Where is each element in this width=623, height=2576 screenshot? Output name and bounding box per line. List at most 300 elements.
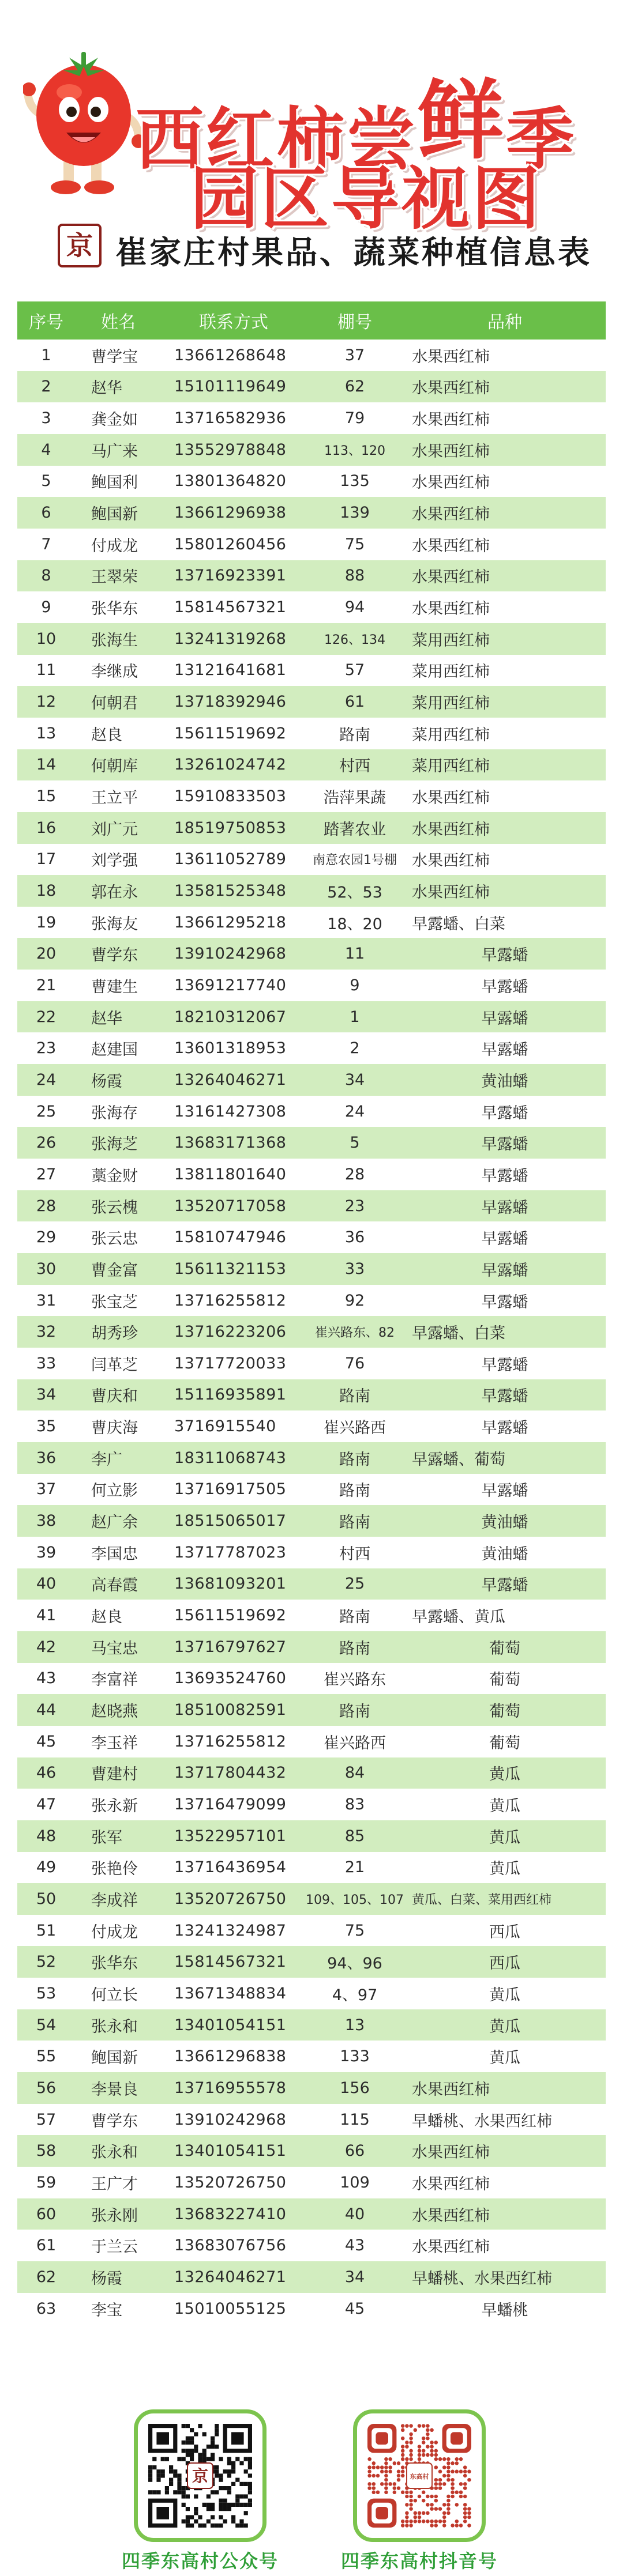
cell-index: 52 <box>17 1946 75 1978</box>
table-row <box>17 2072 606 2104</box>
cell-phone: 13801364820 <box>162 466 306 497</box>
cell-index: 4 <box>17 434 75 466</box>
cell-phone: 15910833503 <box>162 780 306 812</box>
cell-index: 11 <box>17 655 75 687</box>
cell-name: 曹学东 <box>75 938 162 970</box>
cell-variety: 早露蟠 <box>404 1379 606 1411</box>
table-row <box>17 686 606 718</box>
table-row <box>17 466 606 497</box>
cell-name: 于兰云 <box>75 2230 162 2261</box>
cell-shed: 路南 <box>306 1600 404 1631</box>
cell-variety: 早蟠桃、水果西红柿 <box>404 2261 606 2293</box>
cell-variety: 水果西红柿 <box>404 2072 606 2104</box>
table-row <box>17 1096 606 1127</box>
cell-variety: 黄瓜、白菜、菜用西红柿 <box>404 1883 606 1915</box>
table-row <box>17 1032 606 1064</box>
table-row <box>17 844 606 876</box>
cell-phone: 13611052789 <box>162 844 306 876</box>
cell-index: 43 <box>17 1663 75 1695</box>
cell-shed: 115 <box>306 2104 404 2136</box>
table-row <box>17 938 606 970</box>
table-row <box>17 2041 606 2072</box>
table-row <box>17 780 606 812</box>
cell-index: 18 <box>17 875 75 907</box>
cell-index: 47 <box>17 1789 75 1820</box>
cell-shed: 村西 <box>306 1537 404 1568</box>
cell-variety: 早露蟠 <box>404 1568 606 1600</box>
table-row <box>17 1600 606 1631</box>
cell-index: 8 <box>17 560 75 592</box>
cell-phone: 15810747946 <box>162 1221 306 1253</box>
cell-index: 9 <box>17 591 75 623</box>
cell-variety: 葡萄 <box>404 1663 606 1695</box>
table-row <box>17 1820 606 1852</box>
svg-text:东高村: 东高村 <box>410 2473 429 2480</box>
cell-variety: 菜用西红柿 <box>404 749 606 781</box>
table-row <box>17 1474 606 1506</box>
cell-phone: 13520726750 <box>162 2167 306 2198</box>
cell-phone: 13661296838 <box>162 2041 306 2072</box>
cell-index: 13 <box>17 718 75 749</box>
cell-phone: 13717787023 <box>162 1537 306 1568</box>
cell-shed: 57 <box>306 655 404 687</box>
cell-name: 张海友 <box>75 907 162 938</box>
cell-shed: 45 <box>306 2293 404 2325</box>
cell-variety: 黄瓜 <box>404 1820 606 1852</box>
cell-index: 23 <box>17 1032 75 1064</box>
cell-phone: 13716917505 <box>162 1474 306 1506</box>
cell-name: 曹学宝 <box>75 340 162 371</box>
cell-phone: 13683227410 <box>162 2198 306 2230</box>
cell-index: 30 <box>17 1253 75 1285</box>
cell-phone: 15814567321 <box>162 591 306 623</box>
cell-name: 赵华 <box>75 371 162 403</box>
cell-name: 曹学东 <box>75 2104 162 2136</box>
cell-name: 曹建村 <box>75 1757 162 1789</box>
cell-shed: 135 <box>306 466 404 497</box>
cell-phone: 13681093201 <box>162 1568 306 1600</box>
village-logo <box>58 224 102 267</box>
cell-variety: 水果西红柿 <box>404 529 606 560</box>
cell-index: 7 <box>17 529 75 560</box>
cell-name: 何朝君 <box>75 686 162 718</box>
cell-shed: 34 <box>306 1064 404 1096</box>
cell-name: 何立长 <box>75 1978 162 2009</box>
cell-variety: 水果西红柿 <box>404 466 606 497</box>
cell-shed: 路南 <box>306 1442 404 1474</box>
cell-name: 曹金富 <box>75 1253 162 1285</box>
cell-name: 付成龙 <box>75 529 162 560</box>
cell-shed: 崔兴路东、82 <box>306 1316 404 1348</box>
cell-variety: 早露蟠 <box>404 1127 606 1159</box>
cell-name: 杨霞 <box>75 1064 162 1096</box>
cell-variety: 水果西红柿 <box>404 434 606 466</box>
cell-shed: 75 <box>306 1915 404 1947</box>
cell-phone: 15611519692 <box>162 718 306 749</box>
table-row <box>17 970 606 1001</box>
cell-name: 付成龙 <box>75 1915 162 1947</box>
cell-shed: 76 <box>306 1348 404 1379</box>
cell-shed: 79 <box>306 402 404 434</box>
cell-variety: 早露蟠 <box>404 1474 606 1506</box>
cell-phone: 13520717058 <box>162 1190 306 1222</box>
cell-shed: 33 <box>306 1253 404 1285</box>
cell-variety: 黄瓜 <box>404 1852 606 1884</box>
cell-shed: 21 <box>306 1852 404 1884</box>
cell-shed: 62 <box>306 371 404 403</box>
cell-phone: 13264046271 <box>162 1064 306 1096</box>
cell-name: 张永新 <box>75 1789 162 1820</box>
cell-name: 刘广元 <box>75 812 162 844</box>
column-header-variety: 品种 <box>404 301 606 340</box>
cell-shed: 5 <box>306 1127 404 1159</box>
cell-shed: 109、105、107 <box>306 1883 404 1915</box>
cell-phone: 13716923391 <box>162 560 306 592</box>
cell-phone: 13716436954 <box>162 1852 306 1884</box>
cell-shed: 25 <box>306 1568 404 1600</box>
qr-code-icon <box>148 2424 252 2528</box>
cell-index: 61 <box>17 2230 75 2261</box>
cell-name: 鲍国新 <box>75 2041 162 2072</box>
table-row <box>17 907 606 938</box>
cell-variety: 菜用西红柿 <box>404 718 606 749</box>
cell-index: 55 <box>17 2041 75 2072</box>
cell-shed: 浩萍果蔬 <box>306 780 404 812</box>
cell-shed: 2 <box>306 1032 404 1064</box>
table-row <box>17 1789 606 1820</box>
cell-index: 20 <box>17 938 75 970</box>
cell-index: 37 <box>17 1474 75 1506</box>
page-subtitle: 崔家庄村果品、蔬菜种植信息表 <box>115 234 592 271</box>
cell-name: 李富祥 <box>75 1663 162 1695</box>
douyin-qr-label: 四季东高村抖音号 <box>340 2550 498 2572</box>
cell-name: 鲍国利 <box>75 466 162 497</box>
cell-variety: 葡萄 <box>404 1631 606 1663</box>
cell-shed: 133 <box>306 2041 404 2072</box>
column-header-index: 序号 <box>17 301 75 340</box>
cell-index: 34 <box>17 1379 75 1411</box>
table-row <box>17 2104 606 2136</box>
table-row <box>17 1064 606 1096</box>
douyin-qr-code[interactable] <box>353 2409 486 2542</box>
wechat-qr-label: 四季东高村公众号 <box>121 2550 279 2572</box>
cell-index: 2 <box>17 371 75 403</box>
cell-shed: 40 <box>306 2198 404 2230</box>
cell-variety: 早露蟠、白菜 <box>404 1316 606 1348</box>
cell-variety: 水果西红柿 <box>404 560 606 592</box>
wechat-qr-code[interactable] <box>134 2409 267 2542</box>
cell-shed: 崔兴路西 <box>306 1726 404 1757</box>
cell-variety: 菜用西红柿 <box>404 623 606 655</box>
cell-phone: 15010055125 <box>162 2293 306 2325</box>
cell-shed: 94、96 <box>306 1946 404 1978</box>
cell-name: 赵华 <box>75 1001 162 1033</box>
cell-index: 15 <box>17 780 75 812</box>
cell-phone: 13661296938 <box>162 497 306 529</box>
cell-index: 62 <box>17 2261 75 2293</box>
cell-name: 张宝芝 <box>75 1285 162 1317</box>
cell-index: 40 <box>17 1568 75 1600</box>
cell-index: 22 <box>17 1001 75 1033</box>
cell-index: 12 <box>17 686 75 718</box>
table-row <box>17 1852 606 1884</box>
cell-shed: 28 <box>306 1159 404 1190</box>
cell-name: 曹庆和 <box>75 1379 162 1411</box>
cell-phone: 13241324987 <box>162 1915 306 1947</box>
cell-variety: 黄油蟠 <box>404 1064 606 1096</box>
cell-index: 51 <box>17 1915 75 1947</box>
cell-shed: 南意农园1号棚 <box>306 844 404 876</box>
cell-variety: 黄瓜 <box>404 1978 606 2009</box>
cell-index: 39 <box>17 1537 75 1568</box>
cell-phone: 13716797627 <box>162 1631 306 1663</box>
cell-name: 李景良 <box>75 2072 162 2104</box>
cell-phone: 15611321153 <box>162 1253 306 1285</box>
cell-index: 53 <box>17 1978 75 2009</box>
cell-phone: 13401054151 <box>162 2009 306 2041</box>
cell-name: 龚金如 <box>75 402 162 434</box>
cell-phone: 15101119649 <box>162 371 306 403</box>
cell-index: 29 <box>17 1221 75 1253</box>
cell-name: 张云槐 <box>75 1190 162 1222</box>
cell-variety: 水果西红柿 <box>404 812 606 844</box>
cell-phone: 13683076756 <box>162 2230 306 2261</box>
subtitle-bar <box>58 224 606 270</box>
cell-index: 58 <box>17 2135 75 2167</box>
cell-variety: 黄瓜 <box>404 1789 606 1820</box>
table-row <box>17 560 606 592</box>
cell-variety: 水果西红柿 <box>404 2135 606 2167</box>
cell-index: 6 <box>17 497 75 529</box>
cell-variety: 早露蟠 <box>404 970 606 1001</box>
cell-phone: 13716955578 <box>162 2072 306 2104</box>
cell-shed: 85 <box>306 1820 404 1852</box>
cell-index: 3 <box>17 402 75 434</box>
cell-phone: 13241319268 <box>162 623 306 655</box>
cell-phone: 13693524760 <box>162 1663 306 1695</box>
table-row <box>17 340 606 371</box>
cell-name: 李国忠 <box>75 1537 162 1568</box>
cell-name: 张军 <box>75 1820 162 1852</box>
cell-variety: 早露蟠 <box>404 1253 606 1285</box>
cell-variety: 早露蟠 <box>404 1032 606 1064</box>
cell-shed: 9 <box>306 970 404 1001</box>
cell-variety: 黄瓜 <box>404 1757 606 1789</box>
cell-variety: 水果西红柿 <box>404 497 606 529</box>
cell-variety: 西瓜 <box>404 1915 606 1947</box>
cell-shed: 24 <box>306 1096 404 1127</box>
table-row <box>17 1253 606 1285</box>
cell-shed: 109 <box>306 2167 404 2198</box>
cell-phone: 13261024742 <box>162 749 306 781</box>
cell-shed: 路南 <box>306 1694 404 1726</box>
table-row <box>17 623 606 655</box>
qr-code-icon <box>367 2424 471 2528</box>
cell-phone: 13716479099 <box>162 1789 306 1820</box>
planting-info-table <box>17 301 606 2324</box>
cell-name: 张海存 <box>75 1096 162 1127</box>
table-row <box>17 1001 606 1033</box>
cell-index: 32 <box>17 1316 75 1348</box>
cell-phone: 18515065017 <box>162 1505 306 1537</box>
cell-shed: 路南 <box>306 1379 404 1411</box>
cell-variety: 葡萄 <box>404 1726 606 1757</box>
cell-index: 56 <box>17 2072 75 2104</box>
cell-index: 26 <box>17 1127 75 1159</box>
cell-name: 张艳伶 <box>75 1852 162 1884</box>
cell-name: 王立平 <box>75 780 162 812</box>
table-row <box>17 434 606 466</box>
table-row <box>17 371 606 403</box>
cell-index: 49 <box>17 1852 75 1884</box>
cell-index: 33 <box>17 1348 75 1379</box>
cell-name: 李宝 <box>75 2293 162 2325</box>
svg-text:京: 京 <box>192 2466 209 2486</box>
table-row <box>17 2293 606 2325</box>
cell-variety: 水果西红柿 <box>404 875 606 907</box>
cell-variety: 水果西红柿 <box>404 844 606 876</box>
cell-variety: 早露蟠 <box>404 1410 606 1442</box>
table-row <box>17 497 606 529</box>
cell-variety: 葡萄 <box>404 1694 606 1726</box>
cell-shed: 43 <box>306 2230 404 2261</box>
cell-variety: 西瓜 <box>404 1946 606 1978</box>
cell-phone: 13671348834 <box>162 1978 306 2009</box>
cell-phone: 13910242968 <box>162 2104 306 2136</box>
cell-variety: 黄油蟠 <box>404 1505 606 1537</box>
cell-shed: 84 <box>306 1757 404 1789</box>
cell-phone: 15116935891 <box>162 1379 306 1411</box>
cell-phone: 18311068743 <box>162 1442 306 1474</box>
cell-phone: 13716255812 <box>162 1285 306 1317</box>
cell-variety: 早露蟠、黄瓜 <box>404 1600 606 1631</box>
cell-shed: 156 <box>306 2072 404 2104</box>
table-row <box>17 1221 606 1253</box>
cell-shed: 路南 <box>306 1505 404 1537</box>
cell-variety: 早露蟠 <box>404 1001 606 1033</box>
table-row <box>17 718 606 749</box>
cell-phone: 13401054151 <box>162 2135 306 2167</box>
cell-name: 赵晓燕 <box>75 1694 162 1726</box>
cell-name: 张华东 <box>75 591 162 623</box>
cell-phone: 13718392946 <box>162 686 306 718</box>
cell-shed: 88 <box>306 560 404 592</box>
cell-variety: 早蟠桃 <box>404 2293 606 2325</box>
table-row <box>17 875 606 907</box>
cell-phone: 13552978848 <box>162 434 306 466</box>
cell-phone: 13683171368 <box>162 1127 306 1159</box>
cell-shed: 踏著农业 <box>306 812 404 844</box>
cell-name: 张云忠 <box>75 1221 162 1253</box>
cell-index: 46 <box>17 1757 75 1789</box>
cell-shed: 94 <box>306 591 404 623</box>
cell-shed: 1 <box>306 1001 404 1033</box>
table-row <box>17 1348 606 1379</box>
cell-variety: 菜用西红柿 <box>404 686 606 718</box>
cell-variety: 黄瓜 <box>404 2041 606 2072</box>
cell-variety: 早露蟠 <box>404 1285 606 1317</box>
table-row <box>17 2198 606 2230</box>
table-row <box>17 655 606 687</box>
cell-name: 何朝库 <box>75 749 162 781</box>
cell-name: 鲍国新 <box>75 497 162 529</box>
cell-phone: 18210312067 <box>162 1001 306 1033</box>
table-row <box>17 2261 606 2293</box>
cell-shed: 路南 <box>306 1474 404 1506</box>
table-row <box>17 591 606 623</box>
table-row <box>17 2167 606 2198</box>
cell-name: 曹庆海 <box>75 1410 162 1442</box>
cell-variety: 早蟠桃、水果西红柿 <box>404 2104 606 2136</box>
cell-phone: 15611519692 <box>162 1600 306 1631</box>
table-row <box>17 1694 606 1726</box>
cell-index: 24 <box>17 1064 75 1096</box>
svg-text:京: 京 <box>66 230 93 261</box>
cell-shed: 75 <box>306 529 404 560</box>
cell-variety: 早露蟠 <box>404 1159 606 1190</box>
page-title-line2: 园区导视图 <box>190 159 543 239</box>
cell-name: 马广来 <box>75 434 162 466</box>
cell-variety: 早露蟠 <box>404 1190 606 1222</box>
cell-phone: 13661295218 <box>162 907 306 938</box>
cell-index: 10 <box>17 623 75 655</box>
cell-name: 杨霞 <box>75 2261 162 2293</box>
cell-index: 54 <box>17 2009 75 2041</box>
table-header-row <box>17 301 606 340</box>
table-row <box>17 1127 606 1159</box>
cell-shed: 村西 <box>306 749 404 781</box>
cell-name: 张永和 <box>75 2009 162 2041</box>
table-row <box>17 1946 606 1978</box>
cell-index: 28 <box>17 1190 75 1222</box>
table-row <box>17 2009 606 2041</box>
table-row <box>17 1757 606 1789</box>
cell-variety: 黄瓜 <box>404 2009 606 2041</box>
table-row <box>17 812 606 844</box>
cell-name: 胡秀珍 <box>75 1316 162 1348</box>
cell-name: 赵建国 <box>75 1032 162 1064</box>
cell-variety: 水果西红柿 <box>404 371 606 403</box>
cell-shed: 139 <box>306 497 404 529</box>
cell-shed: 83 <box>306 1789 404 1820</box>
column-header-name: 姓名 <box>75 301 162 340</box>
cell-phone: 15814567321 <box>162 1946 306 1978</box>
cell-name: 张海芝 <box>75 1127 162 1159</box>
cell-name: 何立影 <box>75 1474 162 1506</box>
table-row <box>17 1568 606 1600</box>
cell-shed: 66 <box>306 2135 404 2167</box>
cell-shed: 126、134 <box>306 623 404 655</box>
cell-variety: 黄油蟠 <box>404 1537 606 1568</box>
table-row <box>17 1285 606 1317</box>
cell-shed: 路南 <box>306 718 404 749</box>
cell-phone: 13601318953 <box>162 1032 306 1064</box>
cell-index: 45 <box>17 1726 75 1757</box>
cell-name: 王翠荣 <box>75 560 162 592</box>
cell-shed: 92 <box>306 1285 404 1317</box>
table-row <box>17 1159 606 1190</box>
cell-phone: 18510082591 <box>162 1694 306 1726</box>
cell-variety: 早露蟠 <box>404 1221 606 1253</box>
cell-name: 李广 <box>75 1442 162 1474</box>
cell-variety: 水果西红柿 <box>404 2198 606 2230</box>
cell-shed: 崔兴路西 <box>306 1410 404 1442</box>
cell-index: 57 <box>17 2104 75 2136</box>
table-row <box>17 1379 606 1411</box>
cell-shed: 113、120 <box>306 434 404 466</box>
cell-index: 48 <box>17 1820 75 1852</box>
cell-name: 马宝忠 <box>75 1631 162 1663</box>
